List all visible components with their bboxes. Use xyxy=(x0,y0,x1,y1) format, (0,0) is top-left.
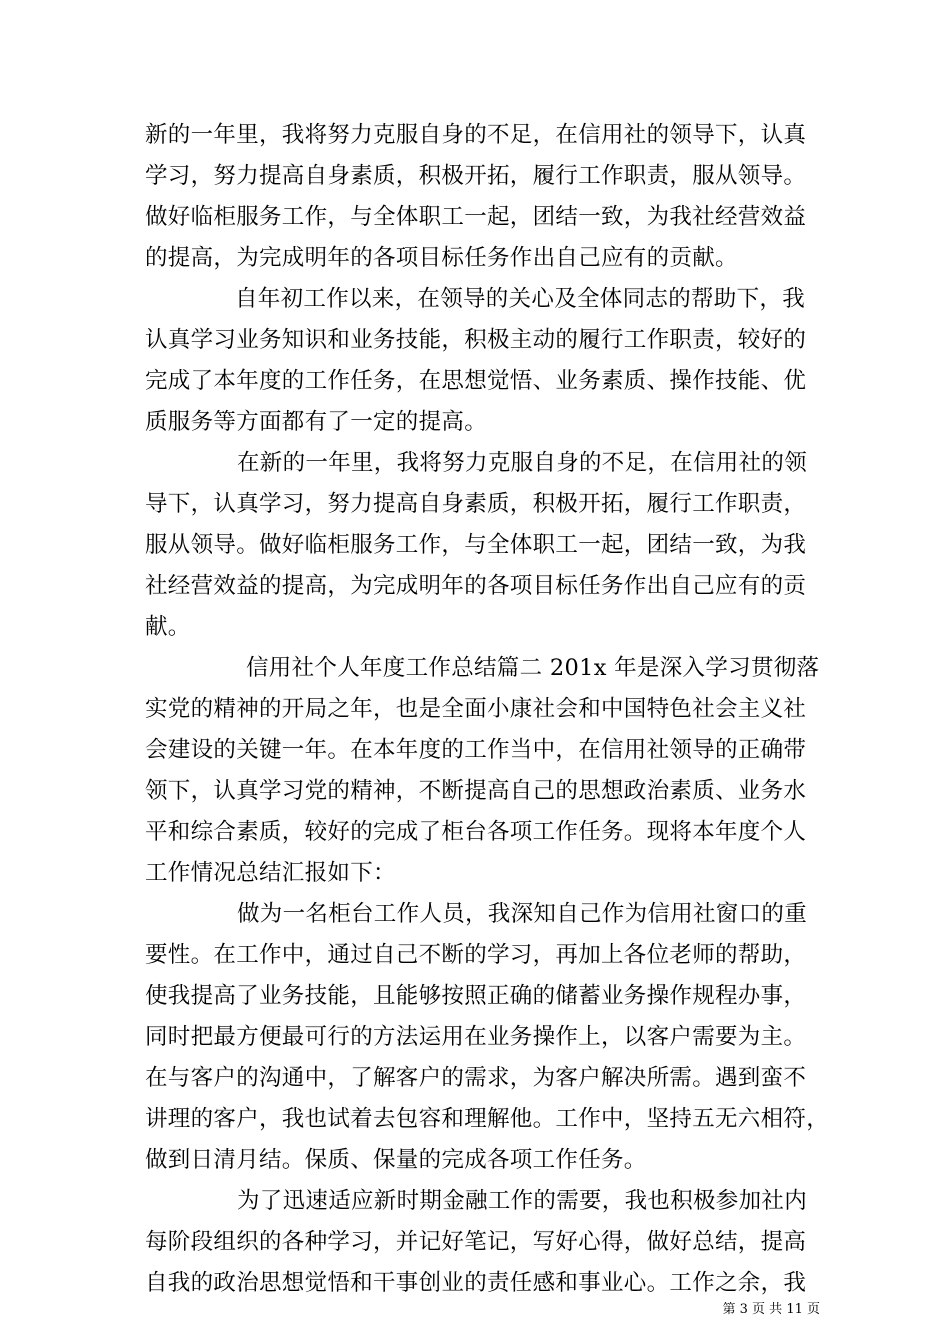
page-number-footer: 第 3 页 共 11 页 xyxy=(722,1302,820,1317)
text-line: 新的一年里，我将努力克服自身的不足，在信用社的领导下，认真 xyxy=(145,122,807,148)
text-line: 导下，认真学习，努力提高自身素质，积极开拓，履行工作职责， xyxy=(145,491,807,517)
text-line: 讲理的客户，我也试着去包容和理解他。工作中，坚持五无六相符， xyxy=(145,1106,830,1132)
paragraph-first-line: 信用社个人年度工作总结篇二 201x 年是深入学习贯彻落 xyxy=(246,655,820,681)
text-line: 献。 xyxy=(145,614,191,640)
text-line: 认真学习业务知识和业务技能，积极主动的履行工作职责，较好的 xyxy=(145,327,807,353)
text-line: 要性。在工作中，通过自己不断的学习，再加上各位老师的帮助， xyxy=(145,942,807,968)
text-line: 自我的政治思想觉悟和干事创业的责任感和事业心。工作之余，我 xyxy=(145,1270,807,1296)
text-line: 实党的精神的开局之年，也是全面小康社会和中国特色社会主义社 xyxy=(145,696,807,722)
text-line: 做到日清月结。保质、保量的完成各项工作任务。 xyxy=(145,1147,647,1173)
text-line: 质服务等方面都有了一定的提高。 xyxy=(145,409,488,435)
paragraph-first-line: 为了迅速适应新时期金融工作的需要，我也积极参加社内 xyxy=(237,1188,808,1214)
paragraph-first-line: 做为一名柜台工作人员，我深知自己作为信用社窗口的重 xyxy=(237,901,808,927)
text-line: 学习，努力提高自身素质，积极开拓，履行工作职责，服从领导。 xyxy=(145,163,807,189)
text-line: 做好临柜服务工作，与全体职工一起，团结一致，为我社经营效益 xyxy=(145,204,807,230)
text-line: 同时把最方便最可行的方法运用在业务操作上，以客户需要为主。 xyxy=(145,1024,807,1050)
text-line: 的提高，为完成明年的各项目标任务作出自己应有的贡献。 xyxy=(145,245,738,271)
text-line: 每阶段组织的各种学习，并记好笔记，写好心得，做好总结，提高 xyxy=(145,1229,807,1255)
text-line: 服从领导。做好临柜服务工作，与全体职工一起，团结一致，为我 xyxy=(145,532,807,558)
paragraph-first-line: 在新的一年里，我将努力克服自身的不足，在信用社的领 xyxy=(237,450,808,476)
text-line: 社经营效益的提高，为完成明年的各项目标任务作出自己应有的贡 xyxy=(145,573,807,599)
text-line: 工作情况总结汇报如下： xyxy=(145,860,396,886)
text-line: 使我提高了业务技能，且能够按照正确的储蓄业务操作规程办事， xyxy=(145,983,807,1009)
text-line: 会建设的关键一年。在本年度的工作当中，在信用社领导的正确带 xyxy=(145,737,807,763)
paragraph-first-line: 自年初工作以来，在领导的关心及全体同志的帮助下，我 xyxy=(235,286,806,312)
text-line: 领下，认真学习党的精神，不断提高自己的思想政治素质、业务水 xyxy=(145,778,807,804)
text-line: 在与客户的沟通中，了解客户的需求，为客户解决所需。遇到蛮不 xyxy=(145,1065,807,1091)
text-line: 平和综合素质，较好的完成了柜台各项工作任务。现将本年度个人 xyxy=(145,819,807,845)
text-line: 完成了本年度的工作任务，在思想觉悟、业务素质、操作技能、优 xyxy=(145,368,807,394)
